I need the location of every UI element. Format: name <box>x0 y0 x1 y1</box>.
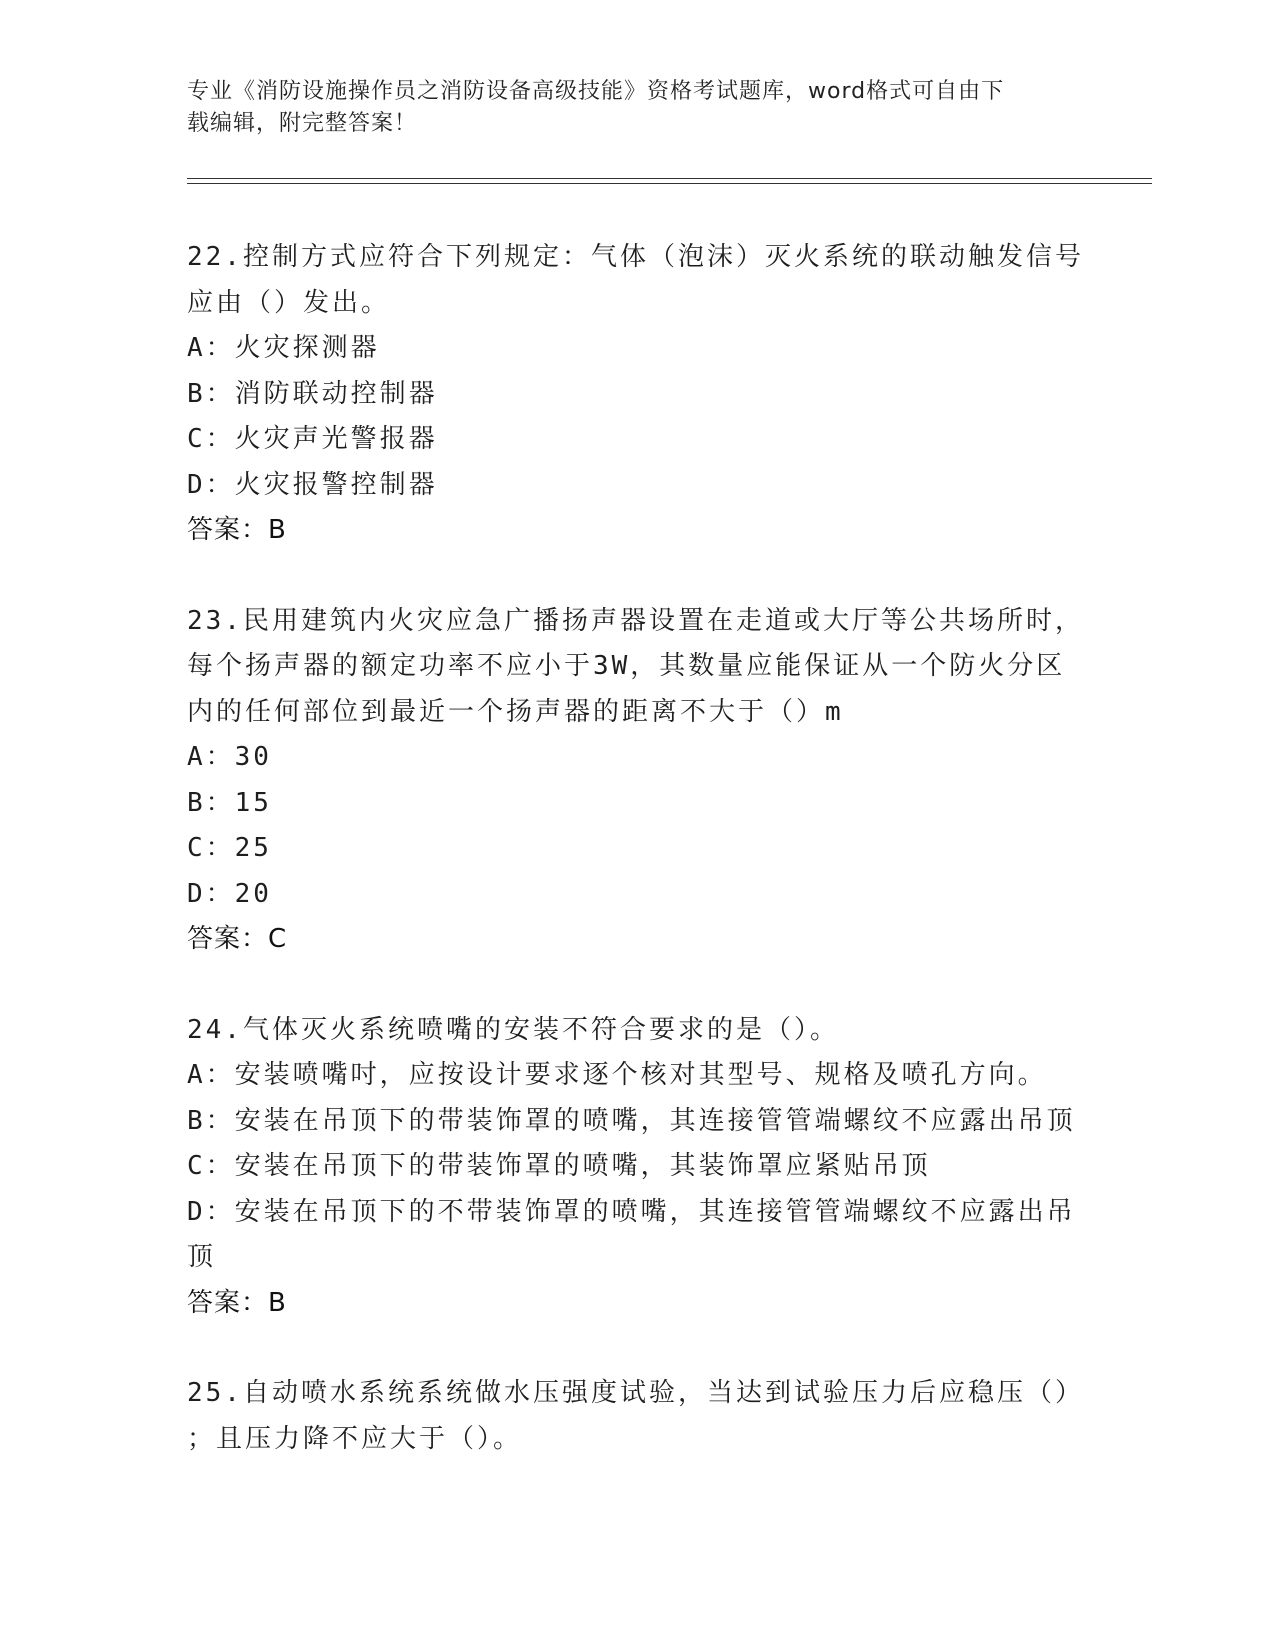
question-stem-line: 25.自动喷水系统系统做水压强度试验，当达到试验压力后应稳压（） <box>187 1378 1084 1408</box>
question-stem-line: 每个扬声器的额定功率不应小于3W，其数量应能保证从一个防火分区 <box>187 651 1066 681</box>
question-stem-line: 内的任何部位到最近一个扬声器的距离不大于（）m <box>187 696 844 727</box>
option-line: A：安装喷嘴吋，应按设计要求逐个核对其型号、规格及喷孔方向。 <box>187 1060 1047 1090</box>
option-line: B：消防联动控制器 <box>187 378 438 409</box>
question-block <box>187 1371 1087 1462</box>
question-block <box>187 235 1087 554</box>
option-line: C：安装在吊顶下的带装饰罩的喷嘴，其装饰罩应紧贴吊顶 <box>187 1151 931 1181</box>
answer-line: 答案：B <box>187 515 287 545</box>
document-header <box>187 76 1067 140</box>
header-divider-bottom <box>187 183 1152 184</box>
option-line: C：25 <box>187 833 272 863</box>
answer-line: 答案：B <box>187 1287 287 1318</box>
question-stem-line: 24.气体灭火系统喷嘴的安装不符合要求的是（）。 <box>187 1014 839 1045</box>
question-list <box>187 235 1087 1507</box>
header-divider-top <box>187 178 1152 179</box>
question-block <box>187 599 1087 963</box>
option-line: D：火灾报警控制器 <box>187 469 438 500</box>
option-line: C：火灾声光警报器 <box>187 424 438 454</box>
header-line-1: 专业《消防设施操作员之消防设备高级技能》资格考试题库，word格式可自由下 <box>187 79 1005 104</box>
question-stem-line: 22.控制方式应符合下列规定：气体（泡沫）灭火系统的联动触发信号 <box>187 242 1084 272</box>
option-line: D：20 <box>187 878 272 909</box>
option-line: A：火灾探测器 <box>187 333 380 363</box>
option-line: B：15 <box>187 787 272 818</box>
option-line: B：安装在吊顶下的带装饰罩的喷嘴，其连接管管端螺纹不应露出吊顶 <box>187 1105 1076 1136</box>
question-stem-line: 23.民用建筑内火灾应急广播扬声器设置在走道或大厅等公共场所时， <box>187 605 1084 636</box>
option-line: A：30 <box>187 742 272 772</box>
option-line: 顶 <box>187 1242 217 1272</box>
question-block <box>187 1008 1087 1327</box>
question-stem-line: ；且压力降不应大于（）。 <box>187 1423 523 1454</box>
answer-line: 答案：C <box>187 924 288 954</box>
header-line-2: 载编辑，附完整答案！ <box>187 111 418 136</box>
option-line: D：安装在吊顶下的不带装饰罩的喷嘴，其连接管管端螺纹不应露出吊 <box>187 1196 1076 1227</box>
question-stem-line: 应由（）发出。 <box>187 287 391 318</box>
